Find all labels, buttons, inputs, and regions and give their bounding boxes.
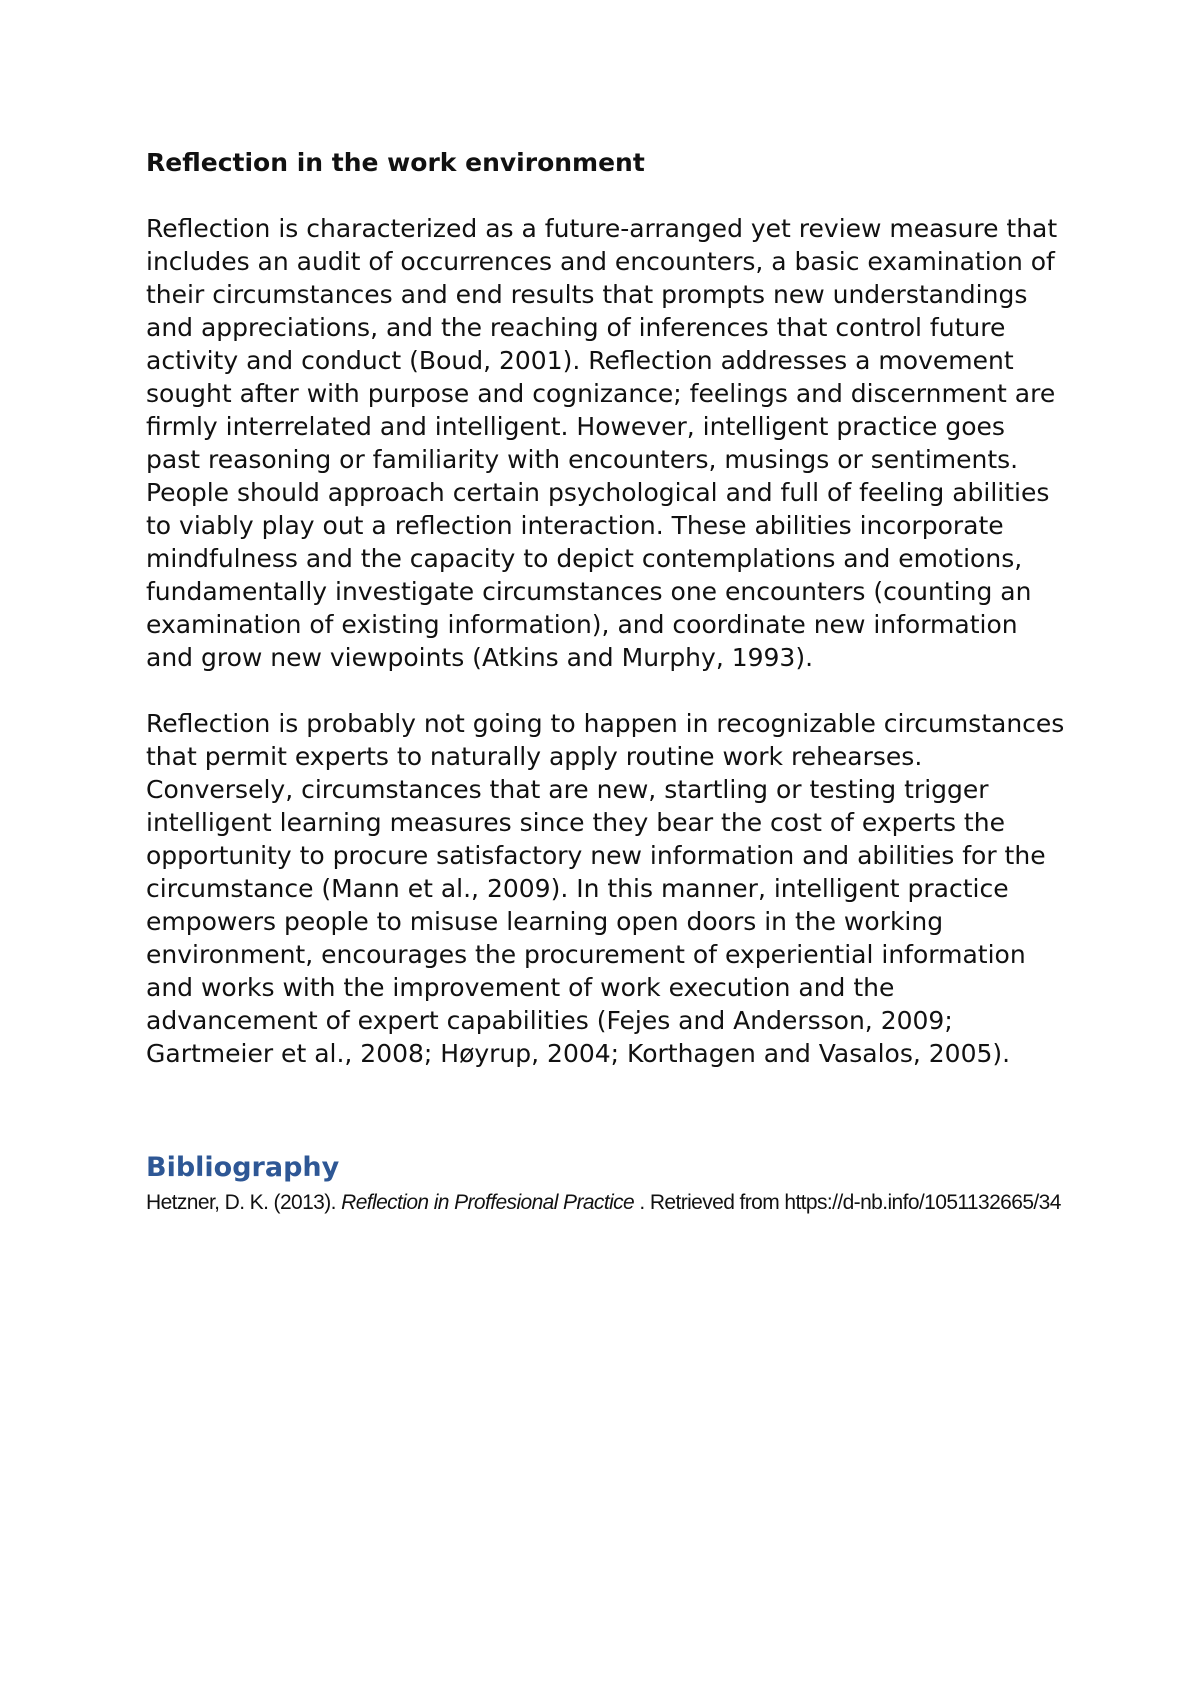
bibliography-entry-title: Reflection in Proffesional Practice xyxy=(341,1191,635,1214)
bibliography-heading: Bibliography xyxy=(146,1152,340,1183)
bibliography-entry xyxy=(146,1188,1066,1218)
body-paragraph-2: Reflection is probably not going to happen in recognizable circumstances that permit experts to naturally apply routine work rehearses. Conversely, circumstances that are new, startling or testing trigger intelligent learning measures since they bear the cost of experts the opportunity to procure satisfactory new information and abilities for the circumstance (Mann et al., 2009). In this manner, intelligent practice empowers people to misuse learning open doors in the working environment, encourages the procurement of experiential information and works with the improvement of work execution and the advancement of expert capabilities (Fejes and Andersson, 2009; Gartmeier et al., 2008; Høyrup, 2004; Korthagen and Vasalos, 2005). xyxy=(146,709,1065,1068)
body-paragraph-1: Reflection is characterized as a future-arranged yet review measure that includes an audit of occurrences and encounters, a basic examination of their circumstances and end results that prompts new understandings and appreciations, and the reaching of inferences that control future activity and conduct (Boud, 2001). Reflection addresses a movement sought after with purpose and cognizance; feelings and discernment are firmly interrelated and intelligent. However, intelligent practice goes past reasoning or familiarity with encounters, musings or sentiments. People should approach certain psychological and full of feeling abilities to viably play out a reflection interaction. These abilities incorporate mindfulness and the capacity to depict contemplations and emotions, fundamentally investigate circumstances one encounters (counting an examination of existing information), and coordinate new information and grow new viewpoints (Atkins and Murphy, 1993). xyxy=(146,214,1058,672)
bibliography-entry-authors-year: Hetzner, D. K. (2013). xyxy=(146,1191,342,1214)
document-body xyxy=(146,146,1066,1218)
bibliography-entry-retrieval: . Retrieved from https://d-nb.info/1051132665/34 xyxy=(634,1191,1061,1214)
document-title: Reflection in the work environment xyxy=(146,148,645,177)
